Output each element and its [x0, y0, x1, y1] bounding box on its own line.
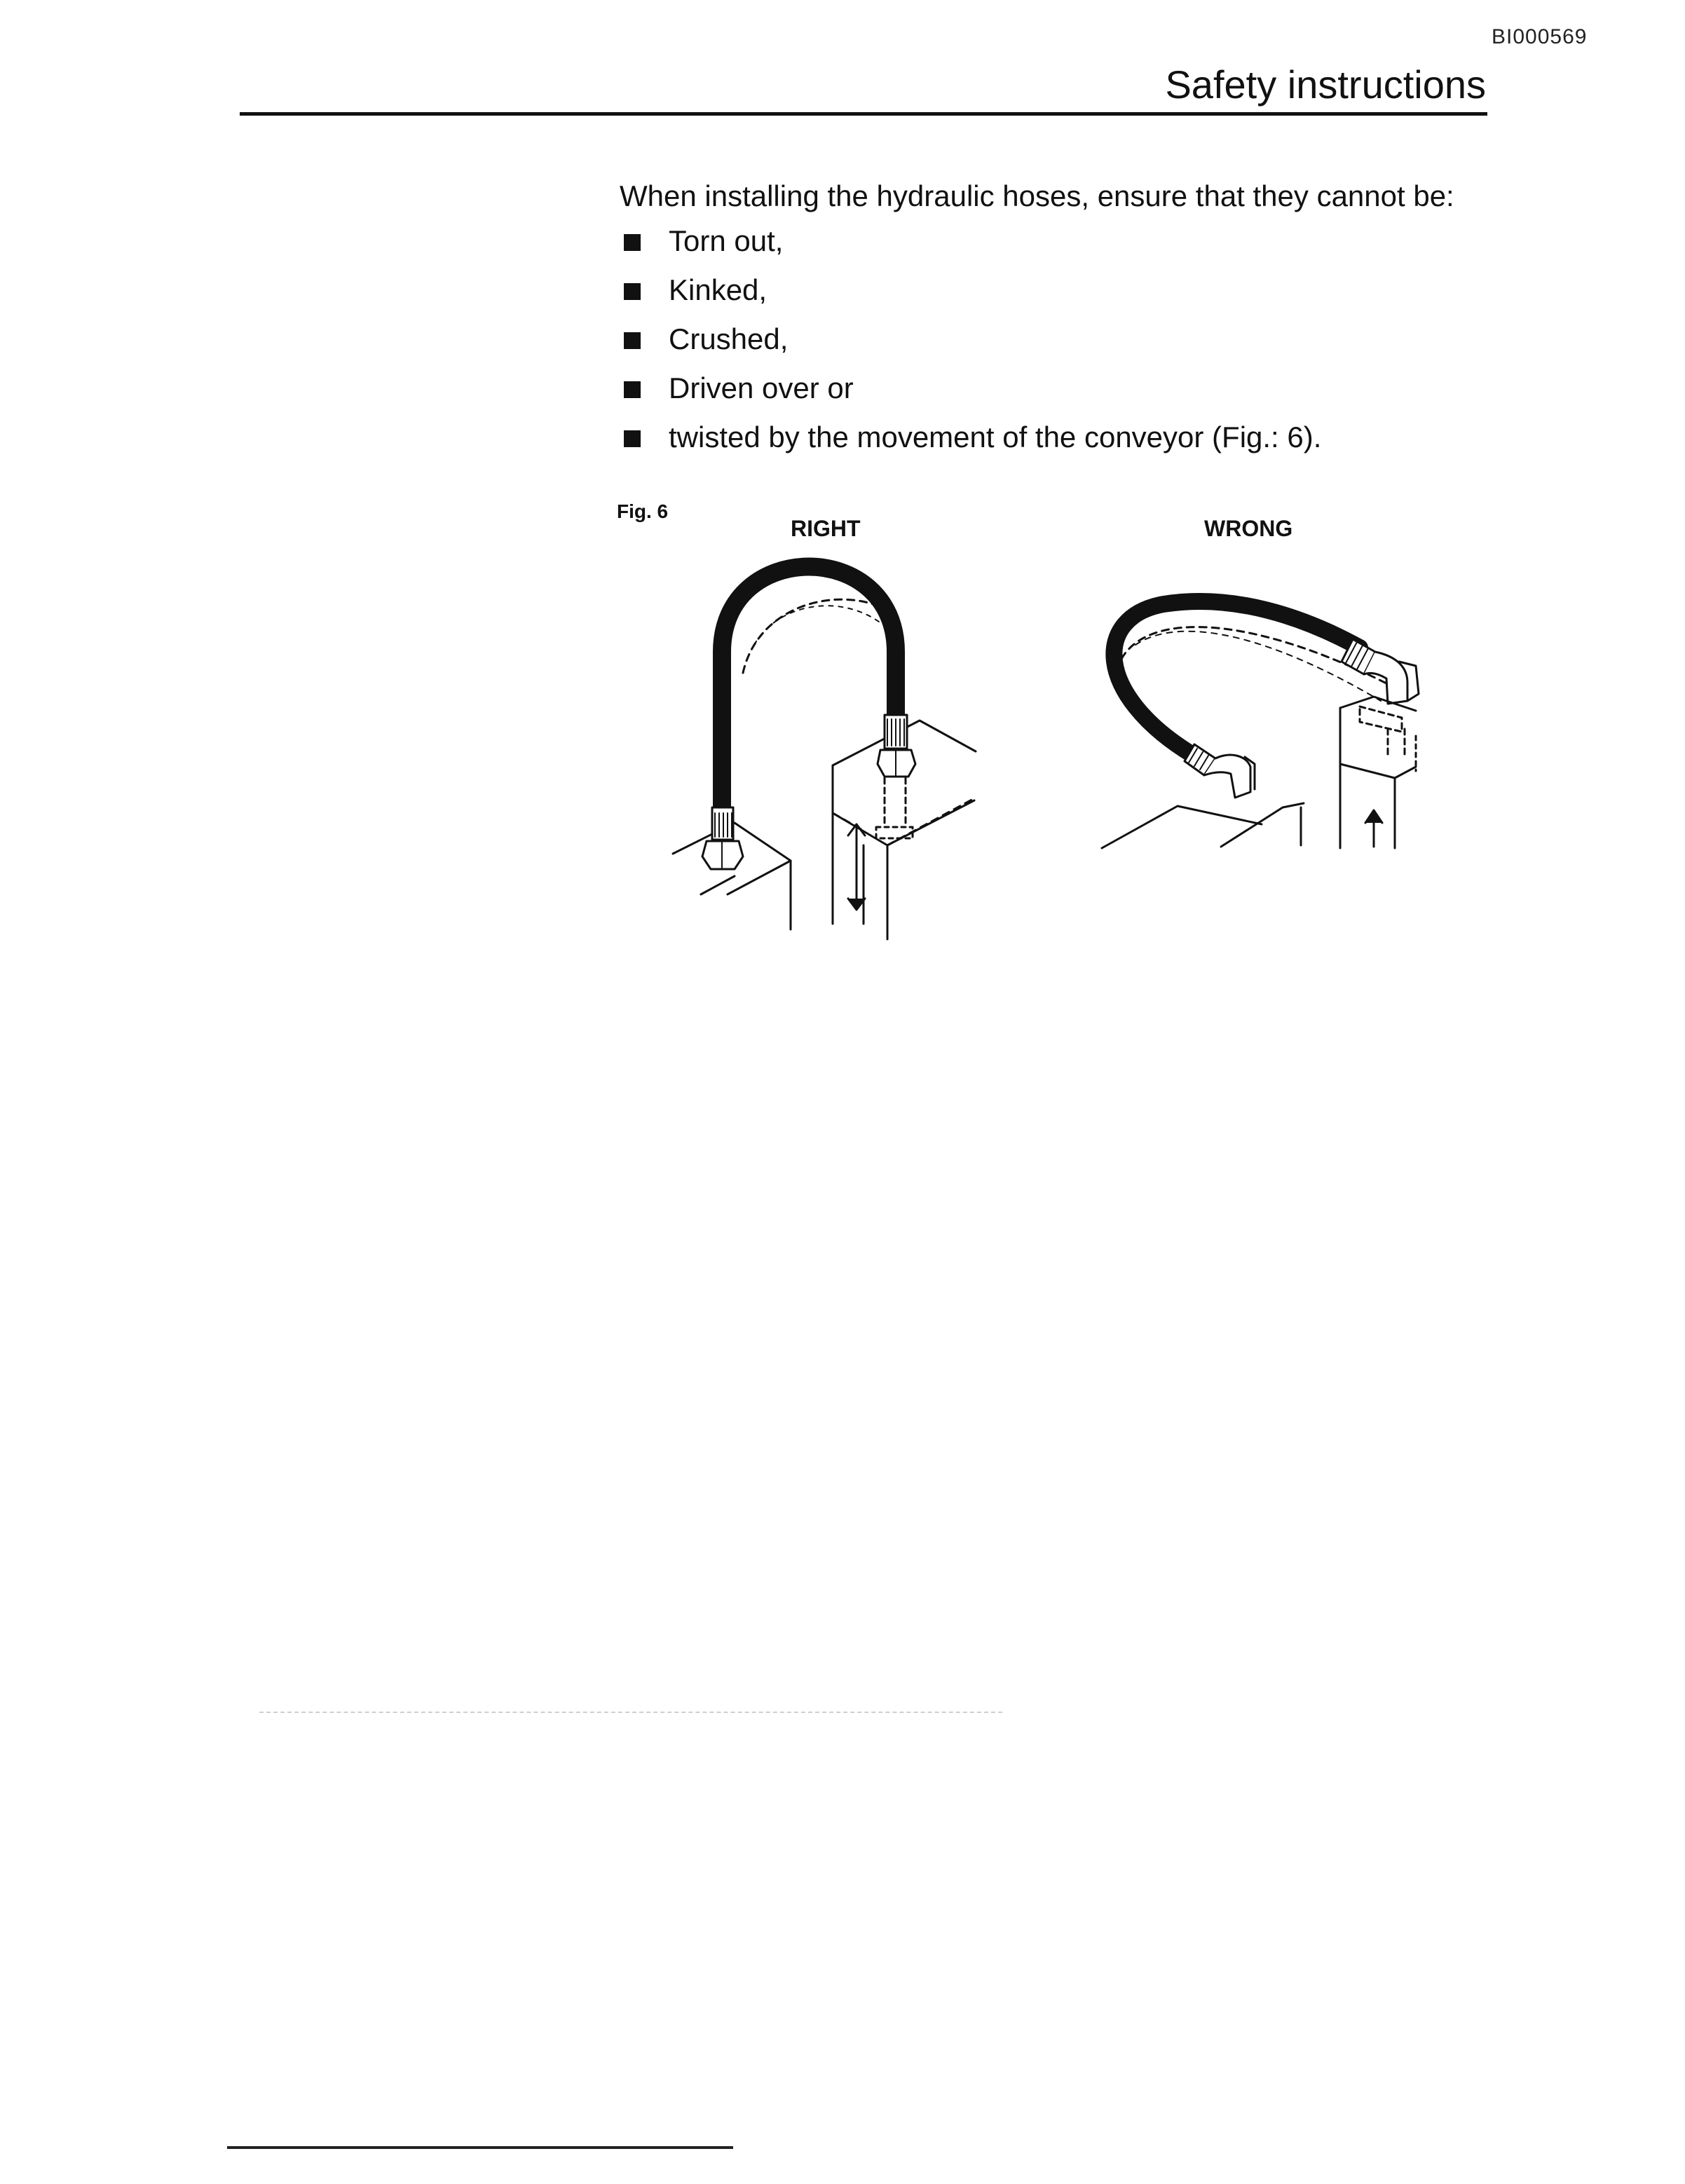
footer-rule	[227, 2146, 733, 2149]
section-title: Safety instructions	[1165, 62, 1486, 107]
incorrect-hose-illustration	[1102, 601, 1419, 848]
list-item-text: twisted by the movement of the conveyor (Fig.: 6).	[669, 421, 1322, 453]
caption-wrong: WRONG	[1204, 516, 1293, 541]
figure-label: Fig. 6	[617, 500, 669, 522]
list-item-text: Driven over or	[669, 371, 854, 404]
faint-scan-line	[259, 1712, 1002, 1713]
list-item-text: Crushed,	[669, 322, 789, 355]
document-id: BI000569	[1492, 25, 1588, 48]
correct-hose-illustration	[673, 567, 976, 940]
list-item-text: Kinked,	[669, 273, 768, 306]
list-item-text: Torn out,	[669, 224, 784, 257]
intro-text: When installing the hydraulic hoses, ensure that they cannot be:	[620, 179, 1454, 212]
caption-right: RIGHT	[791, 516, 861, 541]
